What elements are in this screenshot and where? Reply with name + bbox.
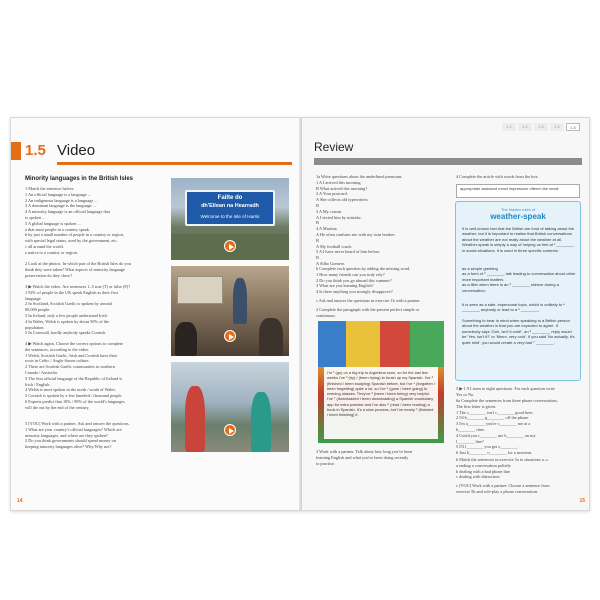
tab-1-2[interactable]: 1.2 (518, 123, 532, 131)
line: 2 Do you think you go abroad this summer? (316, 277, 392, 283)
photo-coast (171, 362, 289, 452)
line: A My football coach. (316, 243, 353, 249)
line: 5 A I have never heard of him before. (316, 249, 381, 255)
review-exercise-1b (316, 266, 452, 295)
line: 4 ▶ Watch again. Choose the correct options to complete (25, 341, 124, 346)
line: is spoken ... (25, 214, 46, 220)
exercise-5 (25, 421, 165, 450)
line: 6 Experts predict that 18% / 90% of the world's languages (25, 398, 125, 404)
line: will die out by the end of the century. (25, 404, 90, 410)
line: B (316, 255, 319, 261)
line: preservation do they show? (25, 272, 73, 278)
play-video-icon[interactable] (224, 240, 236, 252)
line: l________ line? (456, 438, 484, 444)
line: 4 Could you r________ me b________ on my (456, 432, 536, 438)
line: a that most people in a country speak. (25, 226, 90, 232)
line: 4 In Wales, Welsh is spoken by about 50% of the (25, 318, 110, 324)
line: a ending a conversation politely (456, 462, 511, 468)
bullet-item: as a simple greeting (462, 266, 498, 271)
review-exercise-1c (316, 298, 452, 304)
sign-text-gaelic-2: dh'Eilean na Hearradh (201, 203, 259, 209)
line: B (316, 220, 319, 226)
line: Irish / English. (25, 381, 51, 387)
exercise-2 (25, 261, 165, 278)
line: A I texted him by mistake. (316, 214, 362, 220)
unit-title: Video (57, 142, 96, 159)
tab-1-1[interactable]: 1.1 (502, 123, 516, 131)
line: b Complete each question by adding the missing word. (316, 266, 411, 271)
line: c [YOU] Work with a partner. Choose a sentence from (456, 483, 550, 488)
exercise-3 (25, 284, 165, 336)
section-heading: Minority languages in the British Isles (25, 176, 134, 182)
line: 2 I'd b________ g________ off the phone. (456, 415, 530, 421)
line: 3 ▶ Watch the video. Are sentences 1–5 true (T) or false (F)? (25, 284, 131, 289)
building-yellow (346, 321, 380, 367)
tab-1-4[interactable]: 1.4 (550, 123, 564, 131)
bullet-item: as a form of ² ________ talk leading to conversation about other more important matters (462, 271, 576, 282)
review-exercise-5 (456, 386, 582, 398)
line: A She collects old typewriters. (316, 197, 369, 203)
line: 80,000 people. (25, 307, 51, 313)
line: exercise 5b and role-play a phone conversation. (456, 488, 538, 494)
line: The first letter is given. (456, 403, 497, 409)
sign-text-gaelic-1: Failte do (217, 195, 243, 201)
unit-number: 1.5 (25, 142, 46, 159)
whiteboard (177, 276, 223, 304)
line: 4 Complete the article with words from the box. (456, 174, 539, 179)
line: b by just a small number of people in a country or region, (25, 232, 124, 238)
line: 3 What are you learning English? (316, 283, 374, 289)
line: c dealing with distraction (456, 474, 500, 480)
word-box: appropriate awkward exact impression offend rise small (456, 184, 580, 198)
line: 1a Write questions about the underlined pronouns. (316, 174, 403, 179)
line: 3 Work with a partner. Talk about how long you've been (316, 449, 413, 454)
line: 4 A Martina. (316, 226, 338, 232)
line: b Match the sentences in exercise 5a to situations a–c. (456, 457, 549, 462)
line: 3 In Ireland, only a few people understand Irish. (25, 312, 108, 318)
line: A Silbo Gomero. (316, 260, 346, 266)
line: c all around the world. (25, 243, 64, 249)
line: 1 Welsh, Scottish Gaelic, Irish and Cornish have their (25, 352, 118, 358)
line: B (316, 237, 319, 243)
building-blue (318, 321, 346, 367)
line: Canada / Australia. (25, 369, 58, 375)
line: 2 Complete the paragraph with the present perfect simple or (316, 307, 420, 312)
line: A He often confuses me with my twin brother. (316, 231, 396, 237)
teacher-figure (233, 278, 247, 324)
line: e native to a country or region. (25, 249, 78, 255)
exercise-1 (25, 186, 165, 256)
bullet-item: as a filler when there is an ³ ________ silence during a conversation. (462, 282, 559, 293)
unit-title-rule (57, 162, 292, 165)
line: minority languages, and where are they spoken? (25, 432, 108, 438)
exercise-4 (25, 341, 165, 411)
line: 5 I'll l________ you get o________. (456, 444, 519, 450)
building-red (380, 321, 410, 367)
line: 1 An official language is a language ... (25, 191, 92, 197)
gap-fill-paragraph: I'm ¹ (go) on a big trip to Argentina soon, so for the last few weeks I've ² (try) / (been trying) to brush up my Spanish. I've ³ (finished / been studying) Spanish before, but I've ⁴ (forgotten / been forgetting) quite a lot, so I've ⁵ (gone / been going) to evening classes. They've ⁶ (been / been being) very helpful. I've ⁷ (downloaded / been downloading) a Spanish vocabulary app for extra practice and I've also ⁸ (read / been reading) a book in Spanish. It's a slow process, but I've nearly ⁹ (finished / been finishing) it. (324, 367, 438, 439)
review-exercise-4-heading (456, 174, 582, 180)
page-number: 14 (17, 498, 23, 504)
article-paragraph-3: Something to bear in mind when speaking to a British person about the weather is that you are expected to agree. If somebody says 'Ooh, isn't it cold!', an ⁶ ________ reply would be 'Yes, isn't it?' or 'Mmm, very cold'. If you said 'No actually, it's quite mild', you would create a very bad ⁷ ________. (462, 318, 575, 345)
line: c Ask and answer the questions in exercise 1b with a partner. (316, 298, 421, 303)
line: 5 ▶ 1.9 Listen to eight questions. For each question write (456, 386, 555, 391)
student-figure (259, 318, 283, 356)
tab-1-5[interactable]: 1.5 (566, 123, 580, 131)
line: think they were taken? What aspects of minority language (25, 266, 125, 272)
line: 5 [YOU] Work with a partner. Ask and answer the questions. (25, 421, 130, 426)
review-exercise-3 (316, 449, 452, 466)
building-green (410, 321, 444, 367)
article-paragraph-2: It is seen as a safe, impersonal topic, which is unlikely to ⁴ ________ anybody or lead to a ⁵ ________. (462, 302, 565, 313)
review-exercise-1a (316, 174, 452, 267)
play-video-icon[interactable] (224, 330, 236, 342)
line: roots in Celtic / Anglo-Saxon culture. (25, 358, 90, 364)
line: to practise. (316, 460, 335, 466)
photo-classroom (171, 266, 289, 356)
review-exercise-2 (316, 307, 452, 319)
line: learning English and what you've been doing recently (316, 454, 409, 460)
line: 1 What are your country's official languages? Which are (25, 426, 122, 432)
line: language. (25, 295, 42, 301)
line: b dealing with a bad phone line (456, 468, 510, 474)
line: 6 Just h________ o________ for a moment. (456, 450, 533, 456)
line: 2 There are Scottish Gaelic communities in northern (25, 364, 116, 370)
photo-road-sign (171, 178, 289, 260)
line: B (316, 202, 319, 208)
play-video-icon[interactable] (224, 424, 236, 436)
weather-speak-article (455, 201, 581, 381)
line: population. (25, 324, 45, 330)
line: 1 How many friends can you truly rely? (316, 271, 385, 277)
line: 1 The c________ isn't c________ good here. (456, 409, 534, 415)
line: keeping minority languages alive? Why/Why not? (25, 444, 112, 450)
line: B What arrived this morning? (316, 185, 368, 191)
welcome-sign (185, 190, 275, 226)
line: 2 In Scotland, Scottish Gaelic is spoken by around (25, 301, 112, 307)
line: 1 92% of people in the UK speak English as their first (25, 289, 118, 295)
woman-figure (251, 392, 271, 452)
photo-colourful-street (318, 321, 444, 443)
line: 5 In Cornwall, hardly anybody speaks Cornish. (25, 330, 107, 336)
line: 1 A I arrived this morning. (316, 179, 362, 185)
line: Yes or No. (456, 391, 475, 397)
article-kicker: The hidden rules of (500, 207, 536, 212)
page-number: 15 (579, 498, 585, 504)
line: 4 A minority language is an official language that (25, 209, 110, 215)
review-title-bar (314, 158, 582, 165)
tab-1-3[interactable]: 1.3 (534, 123, 548, 131)
student-figure (175, 322, 197, 356)
article-paragraph-1: It is well-known fact that the British are fond of talking about the weather, but it is important to realise that British conversations about the weather are not really about the weather at all. Weather-speak is simply a way of helping us feel at ¹ ________ in social situations. It is used in three specific contexts: (462, 226, 575, 253)
line: 3 The first official language of the Republic of Ireland is (25, 375, 123, 381)
review-exercise-6a (456, 398, 582, 456)
unit-tabs (502, 123, 580, 131)
line: the sentences, according to the video. (25, 346, 90, 352)
line: 5 A global language is spoken ... (25, 220, 81, 226)
review-title: Review (314, 140, 354, 154)
line: 2 Do you think governments should spend money on (25, 438, 116, 444)
sign-text-english: Welcome to the Isle of Harris (200, 214, 260, 219)
review-exercise-6c (456, 483, 582, 495)
left-page (11, 118, 301, 510)
unit-tab-marker (11, 142, 21, 160)
line: 5 Cornish is spoken by a few hundred / thousand people. (25, 393, 123, 399)
line: 6a Complete the sentences from three phone conversations. (456, 398, 559, 403)
line: 4 Is there anything you strongly disapprove? (316, 289, 393, 295)
book-spread (10, 117, 590, 511)
line: 2 An indigenous language is a language ... (25, 197, 98, 203)
line: 3 I'm a________ you're c________ me at a (456, 421, 531, 427)
line: 4 Welsh is most spoken in the north / south of Wales. (25, 387, 117, 393)
line: 3 A dominant language is the language ... (25, 203, 96, 209)
line: 1 Match the sentence halves. (25, 186, 75, 191)
article-title: weather-speak (490, 212, 546, 221)
line: with special legal status, used by the government, etc. (25, 238, 118, 244)
line: continuous. (316, 312, 336, 318)
man-figure (185, 386, 205, 452)
line: 2 Look at the photos. In which part of the British Isles do you (25, 261, 131, 266)
right-page (302, 118, 590, 510)
line: 2 A Your postcard. (316, 191, 348, 197)
line: b________ time. (456, 426, 486, 432)
line: 3 A My cousin. (316, 208, 343, 214)
article-bullets (462, 266, 576, 293)
review-exercise-6b (456, 457, 582, 480)
